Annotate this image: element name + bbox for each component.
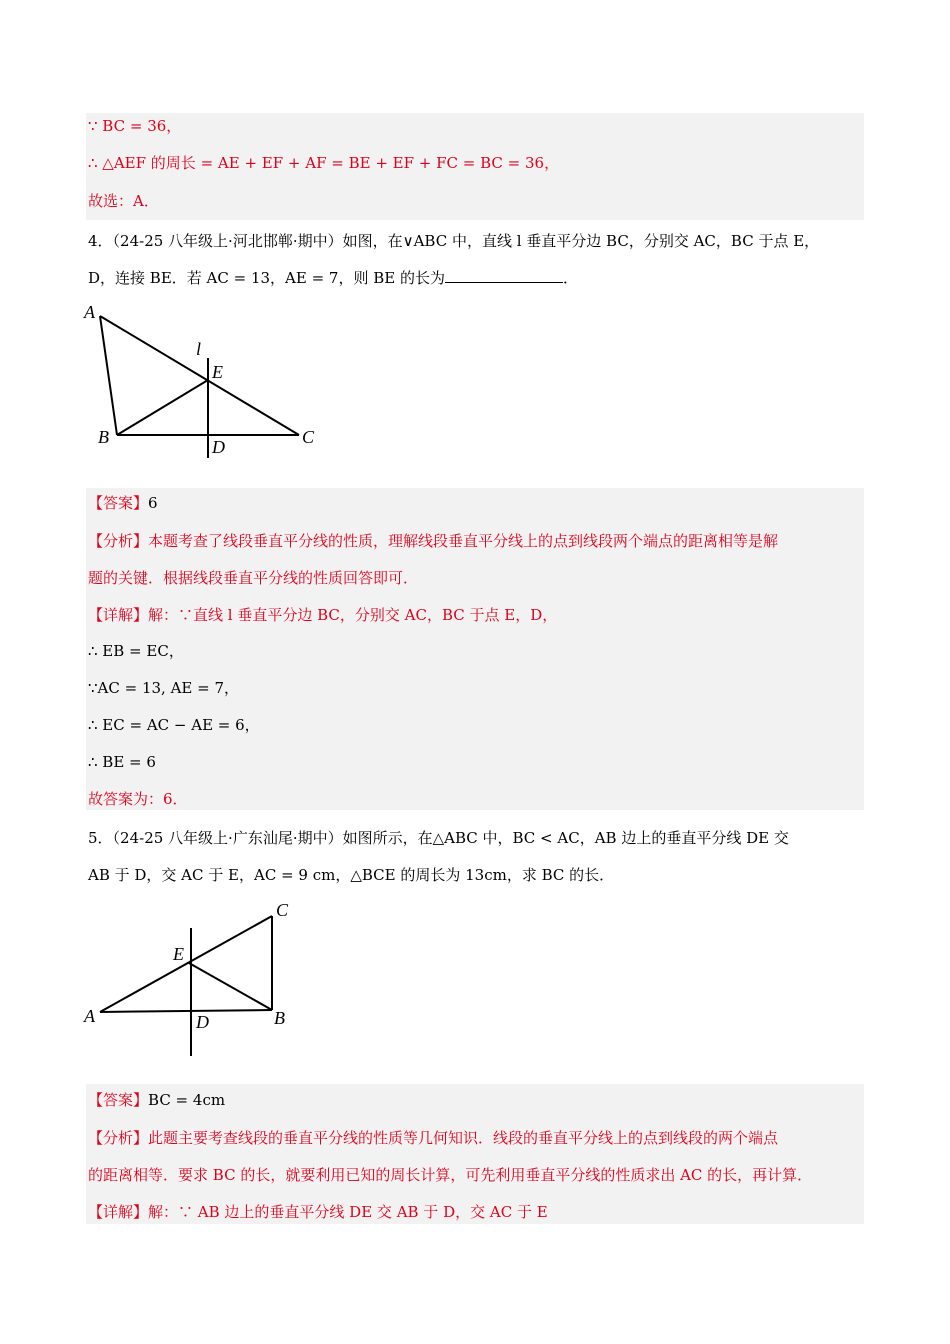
segment-AB bbox=[100, 1010, 272, 1012]
analysis-5-line2: 的距离相等．要求 BC 的长，就要利用已知的周长计算，可先利用垂直平分线的性质求出 AC 的长，再计算． bbox=[88, 1166, 813, 1184]
analysis-4-line bbox=[88, 531, 778, 551]
solution-line: 故选：A． bbox=[88, 192, 159, 210]
detail-4-step: ∴ EC = AC − AE = 6， bbox=[88, 716, 260, 734]
analysis-5-line bbox=[88, 1128, 778, 1148]
analysis-tag: 【分析】 bbox=[88, 1129, 149, 1147]
answer-tag: 【答案】 bbox=[88, 494, 149, 512]
question-5-text-line2: AB 于 D，交 AC 于 E，AC = 9 cm，△BCE 的周长为 13cm，求 BC 的长． bbox=[88, 866, 615, 884]
question-4-text-cont bbox=[88, 268, 578, 288]
label-l: l bbox=[196, 339, 202, 359]
analysis-tag: 【分析】 bbox=[88, 532, 149, 550]
detail-tag: 【详解】 bbox=[88, 1203, 149, 1221]
label-D: D bbox=[196, 1012, 209, 1032]
question-5-text: 5．（24-25 八年级上·广东汕尾·期中）如图所示，在△ABC 中，BC < AC，AB 边上的垂直平分线 DE 交 bbox=[88, 829, 789, 847]
label-B: B bbox=[274, 1008, 285, 1028]
detail-5-line bbox=[88, 1202, 548, 1222]
question-4-text-line2: D，连接 BE．若 AC = 13，AE = 7，则 BE 的长为 bbox=[88, 269, 445, 287]
segment-EB bbox=[189, 963, 272, 1010]
answer-4-line bbox=[88, 493, 158, 513]
question-4-text: 4．（24-25 八年级上·河北邯郸·期中）如图，在∨ABC 中，直线 l 垂直平分边 BC，分别交 AC，BC 于点 E， bbox=[88, 232, 820, 250]
segment-AB bbox=[100, 316, 117, 435]
question-4-figure bbox=[80, 296, 340, 466]
answer-value: 6 bbox=[148, 494, 158, 512]
analysis-4-line2: 题的关键．根据线段垂直平分线的性质回答即可． bbox=[88, 569, 419, 587]
detail-text: 解：∵ AB 边上的垂直平分线 DE 交 AB 于 D，交 AC 于 E bbox=[148, 1203, 548, 1221]
detail-tag: 【详解】 bbox=[88, 606, 149, 624]
label-E: E bbox=[212, 362, 223, 382]
solution-line: ∵ BC = 36， bbox=[88, 117, 182, 135]
solution-line: ∴ △AEF 的周长 = AE + EF + AF = BE + EF + FC = BC = 36， bbox=[88, 154, 560, 172]
segment-BE bbox=[117, 380, 208, 435]
label-C: C bbox=[302, 427, 315, 447]
detail-4-step: ∴ EB = EC， bbox=[88, 642, 184, 660]
detail-text: 解：∵直线 l 垂直平分边 BC，分别交 AC，BC 于点 E，D， bbox=[148, 606, 558, 624]
final-answer-4: 故答案为：6． bbox=[88, 790, 188, 808]
detail-4-step: ∵AC = 13, AE = 7， bbox=[88, 679, 240, 697]
question-5-figure bbox=[80, 898, 320, 1063]
detail-4-line bbox=[88, 605, 557, 625]
answer-value: BC = 4cm bbox=[148, 1091, 226, 1109]
label-A: A bbox=[84, 1006, 95, 1026]
answer-blank bbox=[445, 268, 563, 283]
segment-AC bbox=[100, 316, 299, 435]
analysis-text: 此题主要考查线段的垂直平分线的性质等几何知识．线段的垂直平分线上的点到线段的两个端点 bbox=[148, 1129, 779, 1147]
label-C: C bbox=[276, 900, 289, 920]
detail-4-step: ∴ BE = 6 bbox=[88, 753, 156, 771]
label-A: A bbox=[84, 302, 95, 322]
answer-5-line bbox=[88, 1090, 225, 1110]
label-E: E bbox=[173, 944, 184, 964]
segment-AC bbox=[100, 916, 272, 1012]
label-B: B bbox=[98, 427, 109, 447]
analysis-text: 本题考查了线段垂直平分线的性质，理解线段垂直平分线上的点到线段两个端点的距离相等是解 bbox=[148, 532, 779, 550]
label-D: D bbox=[212, 437, 225, 457]
answer-tag: 【答案】 bbox=[88, 1091, 149, 1109]
question-4-text-end: ． bbox=[562, 269, 578, 287]
